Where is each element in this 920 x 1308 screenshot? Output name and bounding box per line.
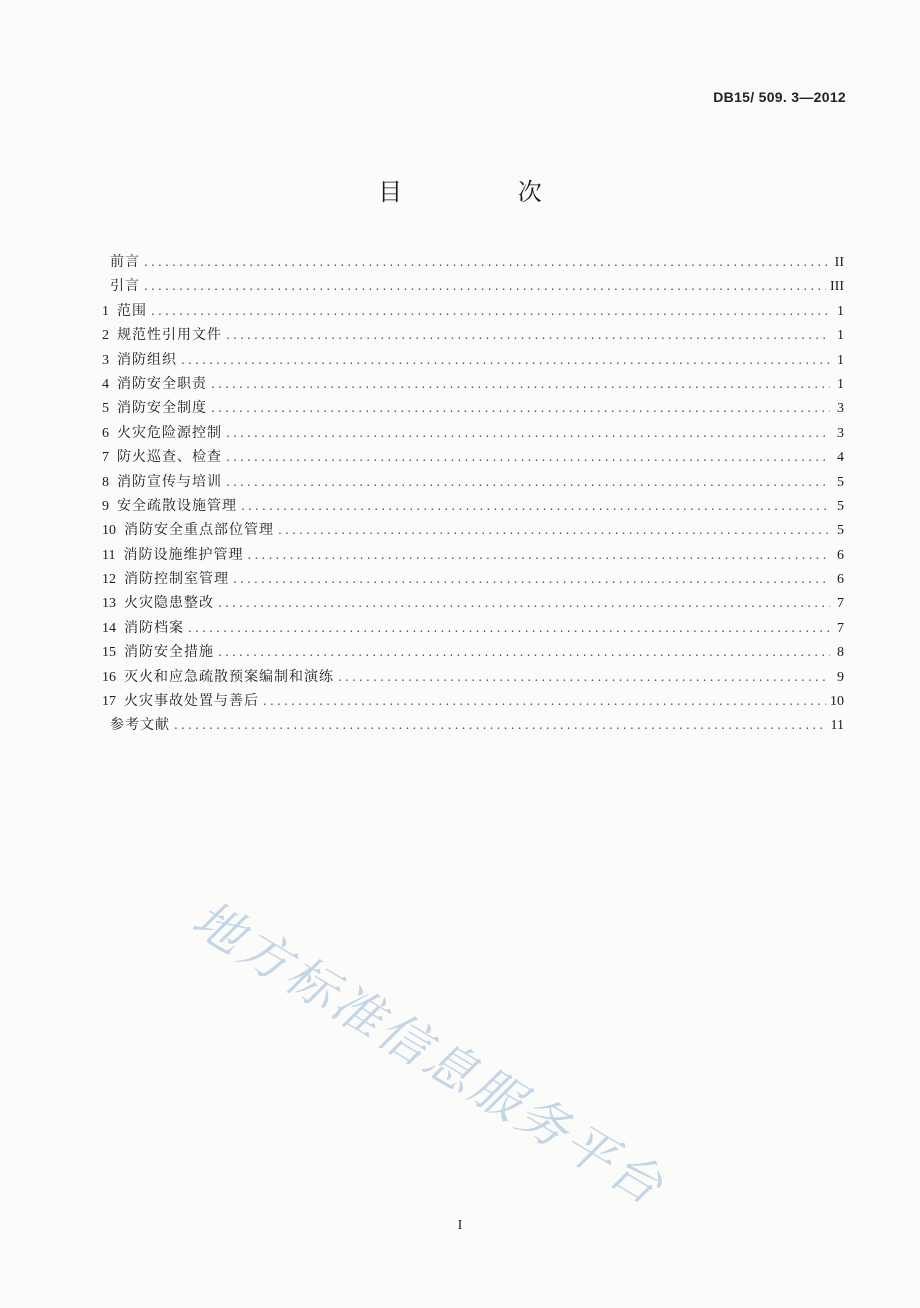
toc-entry[interactable] [102,274,844,298]
toc-entry-number: 5 [102,401,109,417]
toc-leader-dots [181,348,830,372]
toc-entry-number: 14 [102,620,116,636]
toc-leader-dots [174,713,827,737]
toc-leader-dots [218,640,830,664]
toc-entry[interactable] [102,689,844,713]
toc-entry-title: 消防安全制度 [117,400,207,417]
toc-leader-dots [188,616,830,640]
toc-leader-dots [226,445,830,469]
toc-entry-number: 10 [102,523,116,539]
toc-entry-number: 13 [102,596,116,612]
toc-entry-title: 火灾事故处置与善后 [124,693,259,710]
toc-entry-page: 3 [837,425,844,441]
toc-entry-number: 15 [102,645,116,661]
page-title: 目 次 [378,178,596,206]
toc-leader-dots [247,543,830,567]
toc-leader-dots [144,250,830,274]
toc-entry-number: 3 [102,352,109,368]
toc-entry[interactable] [102,494,844,518]
toc-entry-page: 6 [837,547,844,563]
toc-entry-title: 火灾隐患整改 [124,595,214,612]
toc-entry-number: 12 [102,572,116,588]
toc-entry-title: 参考文献 [110,717,170,734]
toc-leader-dots [226,421,830,445]
toc-entry-title: 安全疏散设施管理 [117,497,237,514]
toc-entry[interactable] [102,591,844,615]
toc-entry-page: 5 [837,474,844,490]
toc-entry-number: 17 [102,694,116,710]
toc-leader-dots [211,396,830,420]
toc-entry-title: 消防设施维护管理 [123,546,244,563]
toc-entry-title: 消防档案 [124,619,184,636]
toc-entry-number: 16 [102,669,116,685]
toc-entry[interactable] [102,713,844,737]
toc-entry-number: 7 [102,450,109,466]
toc-entry[interactable] [102,518,844,542]
toc-entry-title: 消防安全职责 [117,375,207,392]
toc-entry[interactable] [102,250,844,274]
toc-entry-page: 11 [830,718,844,734]
toc-entry-number: 6 [102,425,109,441]
toc-entry-title: 引言 [110,278,140,295]
toc-entry-title: 范围 [117,302,147,319]
toc-entry-page: 4 [837,450,844,466]
toc-entry[interactable] [102,396,844,420]
toc-entry-page: III [830,279,844,295]
toc-entry-page: 1 [837,328,844,344]
toc-entry-title: 前言 [110,254,140,270]
toc-entry[interactable] [102,616,844,640]
table-of-contents [102,250,844,738]
toc-leader-dots [218,591,830,615]
document-code: DB15/ 509. 3—2012 [713,89,846,105]
toc-entry-title: 消防组织 [117,351,177,368]
toc-entry[interactable] [102,445,844,469]
toc-entry-page: 7 [837,620,844,636]
toc-leader-dots [263,689,826,713]
toc-entry-page: 6 [837,572,844,588]
watermark: 地方标准信息服务平台 [182,889,676,1218]
toc-entry-title: 防火巡查、检查 [117,449,222,466]
toc-entry-title: 灭火和应急疏散预案编制和演练 [124,668,334,685]
toc-entry-page: 3 [837,401,844,417]
toc-leader-dots [241,494,830,518]
toc-entry[interactable] [102,348,844,372]
toc-entry-page: II [834,255,844,270]
toc-entry[interactable] [102,299,844,323]
toc-entry-page: 8 [837,645,844,661]
toc-leader-dots [226,470,830,494]
toc-entry-title: 规范性引用文件 [117,327,222,344]
toc-entry[interactable] [102,323,844,347]
toc-leader-dots [278,518,830,542]
toc-entry-title: 消防控制室管理 [124,571,229,588]
toc-leader-dots [233,567,830,591]
toc-leader-dots [226,323,830,347]
toc-entry-number: 1 [102,303,109,319]
toc-entry-page: 1 [837,303,844,319]
toc-entry-number: 9 [102,498,109,514]
toc-entry[interactable] [102,372,844,396]
page-number: I [457,1218,463,1233]
toc-leader-dots [338,665,830,689]
toc-entry[interactable] [102,421,844,445]
toc-entry-title: 消防安全措施 [124,644,214,661]
toc-entry-number: 2 [102,328,109,344]
toc-entry-title: 消防安全重点部位管理 [124,522,274,539]
toc-entry-number: 8 [102,474,109,490]
toc-entry[interactable] [102,640,844,664]
toc-entry-page: 7 [837,596,844,612]
toc-entry-page: 10 [830,694,844,710]
toc-entry-number: 4 [102,376,109,392]
toc-leader-dots [144,274,826,298]
toc-entry-title: 消防宣传与培训 [117,473,222,490]
toc-entry[interactable] [102,665,844,689]
toc-entry-page: 5 [837,523,844,539]
toc-entry[interactable] [102,543,844,567]
toc-entry-page: 1 [837,352,844,368]
toc-entry-number: 11 [102,547,116,563]
toc-entry-page: 5 [837,498,844,514]
toc-entry-page: 9 [837,669,844,685]
toc-entry-title: 火灾危险源控制 [117,424,222,441]
toc-leader-dots [151,299,830,323]
toc-entry-page: 1 [837,376,844,392]
toc-entry[interactable] [102,470,844,494]
toc-leader-dots [211,372,830,396]
toc-entry[interactable] [102,567,844,591]
